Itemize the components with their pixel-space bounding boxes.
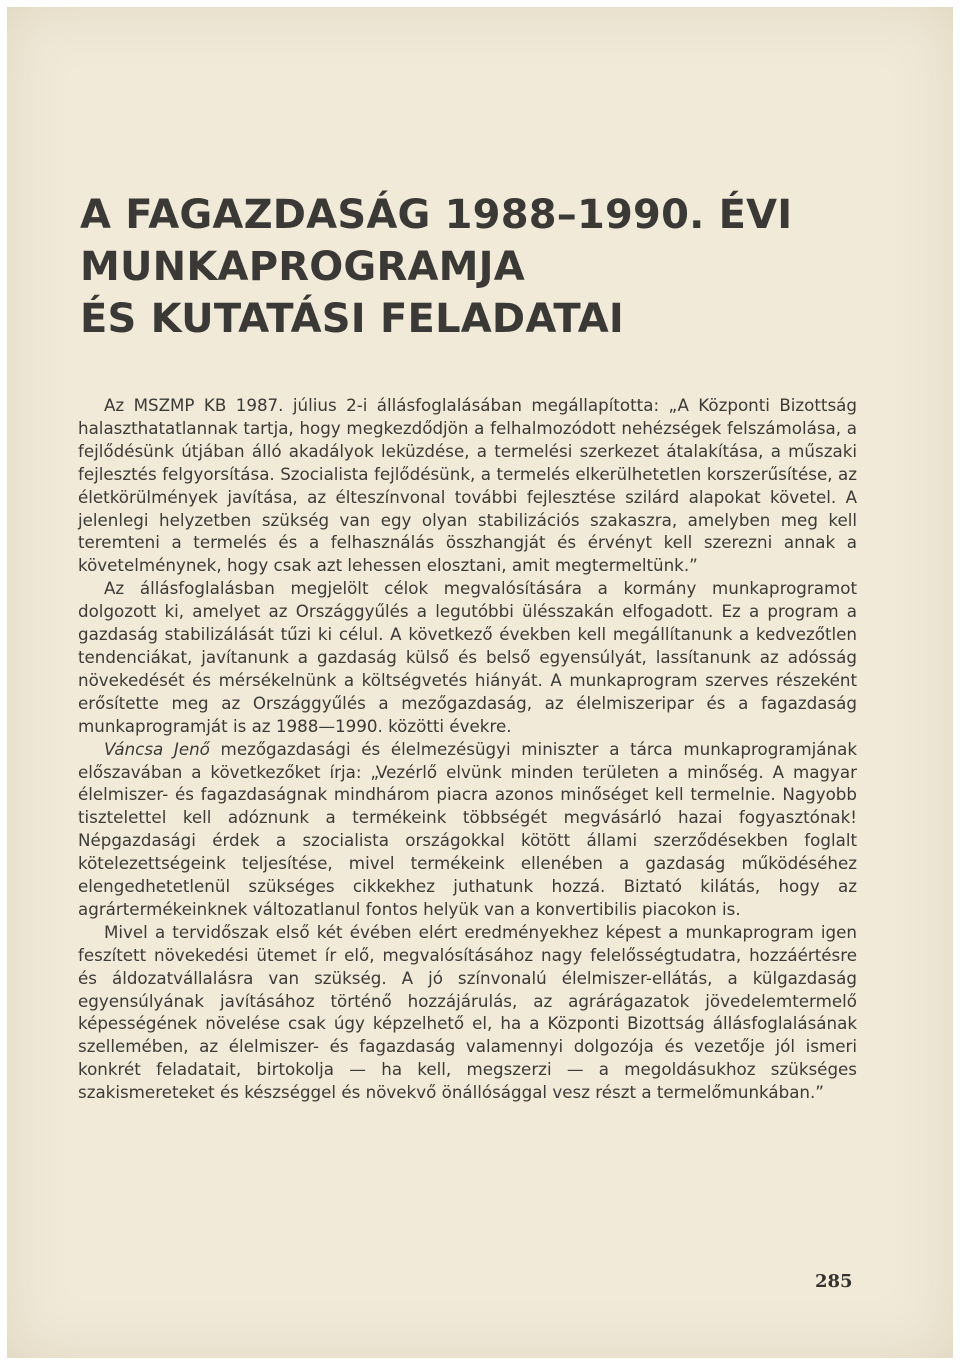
article-title [80,189,880,345]
title-line-2: MUNKAPROGRAMJA [80,244,525,290]
paragraph-1: Az MSZMP KB 1987. július 2-i állásfoglalásában megállapította: „A Központi Bizottság halaszthatatlannak tartja, hogy megkezdődjön a felhalmozódott nehézségek felszámolása, a fejlődésünk útjában álló akadályok leküzdése, a termelési szerkezet átalakítása, a műszaki fejlesztés felgyorsítása. Szocialista fejlődésünk, a termelés elkerülhetetlen korszerűsítése, az életkörülmények javítása, az élteszínvonal további fejlesztése szilárd alapokat követel. A jelenlegi helyzetben szükség van egy olyan stabilizációs szakaszra, amelyben meg kell teremteni a termelés és a felhasználás összhangját és érvényt kell szerezni annak a követelménynek, hogy csak azt lehessen elosztani, amit megtermeltünk.” [78,395,857,576]
title-line-3: ÉS KUTATÁSI FELADATAI [80,296,624,342]
page-number: 285 [815,1271,853,1292]
minister-name: Váncsa Jenő [104,738,210,759]
paragraph-2: Az állásfoglalásban megjelölt célok megvalósítására a kormány munkaprogramot dolgozott ki, amelyet az Országgyűlés a legutóbbi ülésszakán elfogadott. Ez a program a gazdaság stabilizálását tűzi ki célul. A következő években kell megállítanunk a kedvezőtlen tendenciákat, javítanunk a gazdaság külső és belső egyensúlyát, lassítanunk az adósság növekedését és mérsékelnünk a költségvetés hiányát. A munkaprogram szerves részeként erősítette meg az Országgyűlés a mezőgazdaság, az élelmiszeripar és a fagazdaság munkaprogramját is az 1988—1990. közötti évekre. [78,578,857,736]
title-line-1: A FAGAZDASÁG 1988–1990. ÉVI [80,192,793,238]
paragraph-3-text: mezőgazdasági és élelmezésügyi miniszter a tárca munkaprogramjának előszavában a következőket írja: „Vezérlő elvünk minden területen a minőség. A magyar élelmiszer- és fagazdaságnak mindhárom piacra azonos minőséget kell termelnie. Nagyobb tisztelettel kell adóznunk a termékeink többségét megvásárló hazai fogyasztónak! Népgazdasági érdek a szocialista országokkal kötött állami szerződésekben foglalt kötelezettségeink teljesítése, mivel termékeink ellenében a gazdaság működéséhez elengedhetetlenül szükséges cikkekhez juthatunk hozzá. Biztató kilátás, hogy az agrártermékeinknek változatlanul fontos helyük van a konvertibilis piacokon is. [78,738,857,919]
paragraph-3 [78,738,857,921]
paragraph-4: Mivel a tervidőszak első két évében elért eredményekhez képest a munkaprogram igen feszített növekedési ütemet ír elő, megvalósításához nagy felelősségtudatra, hozzáértésre és áldozatvállalásra van szükség. A jó színvonalú élelmiszer-ellátás, a külgazdaság egyensúlyának javításához történő hozzájárulás, az agrárágazatok jövedelemtermelő képességének növelése csak úgy képzelhető el, ha a Központi Bizottság állásfoglalásának szellemében, az élelmiszer- és fagazdaság valamennyi dolgozója és vezetője jól ismeri konkrét feladatait, birtokolja — ha kell, megszerzi — a megoldásukhoz szükséges szakismereteket és készséggel és növekvő önállósággal vesz részt a termelőmunkában.” [78,921,857,1103]
document-page [7,7,953,1358]
article-body [78,394,857,1104]
